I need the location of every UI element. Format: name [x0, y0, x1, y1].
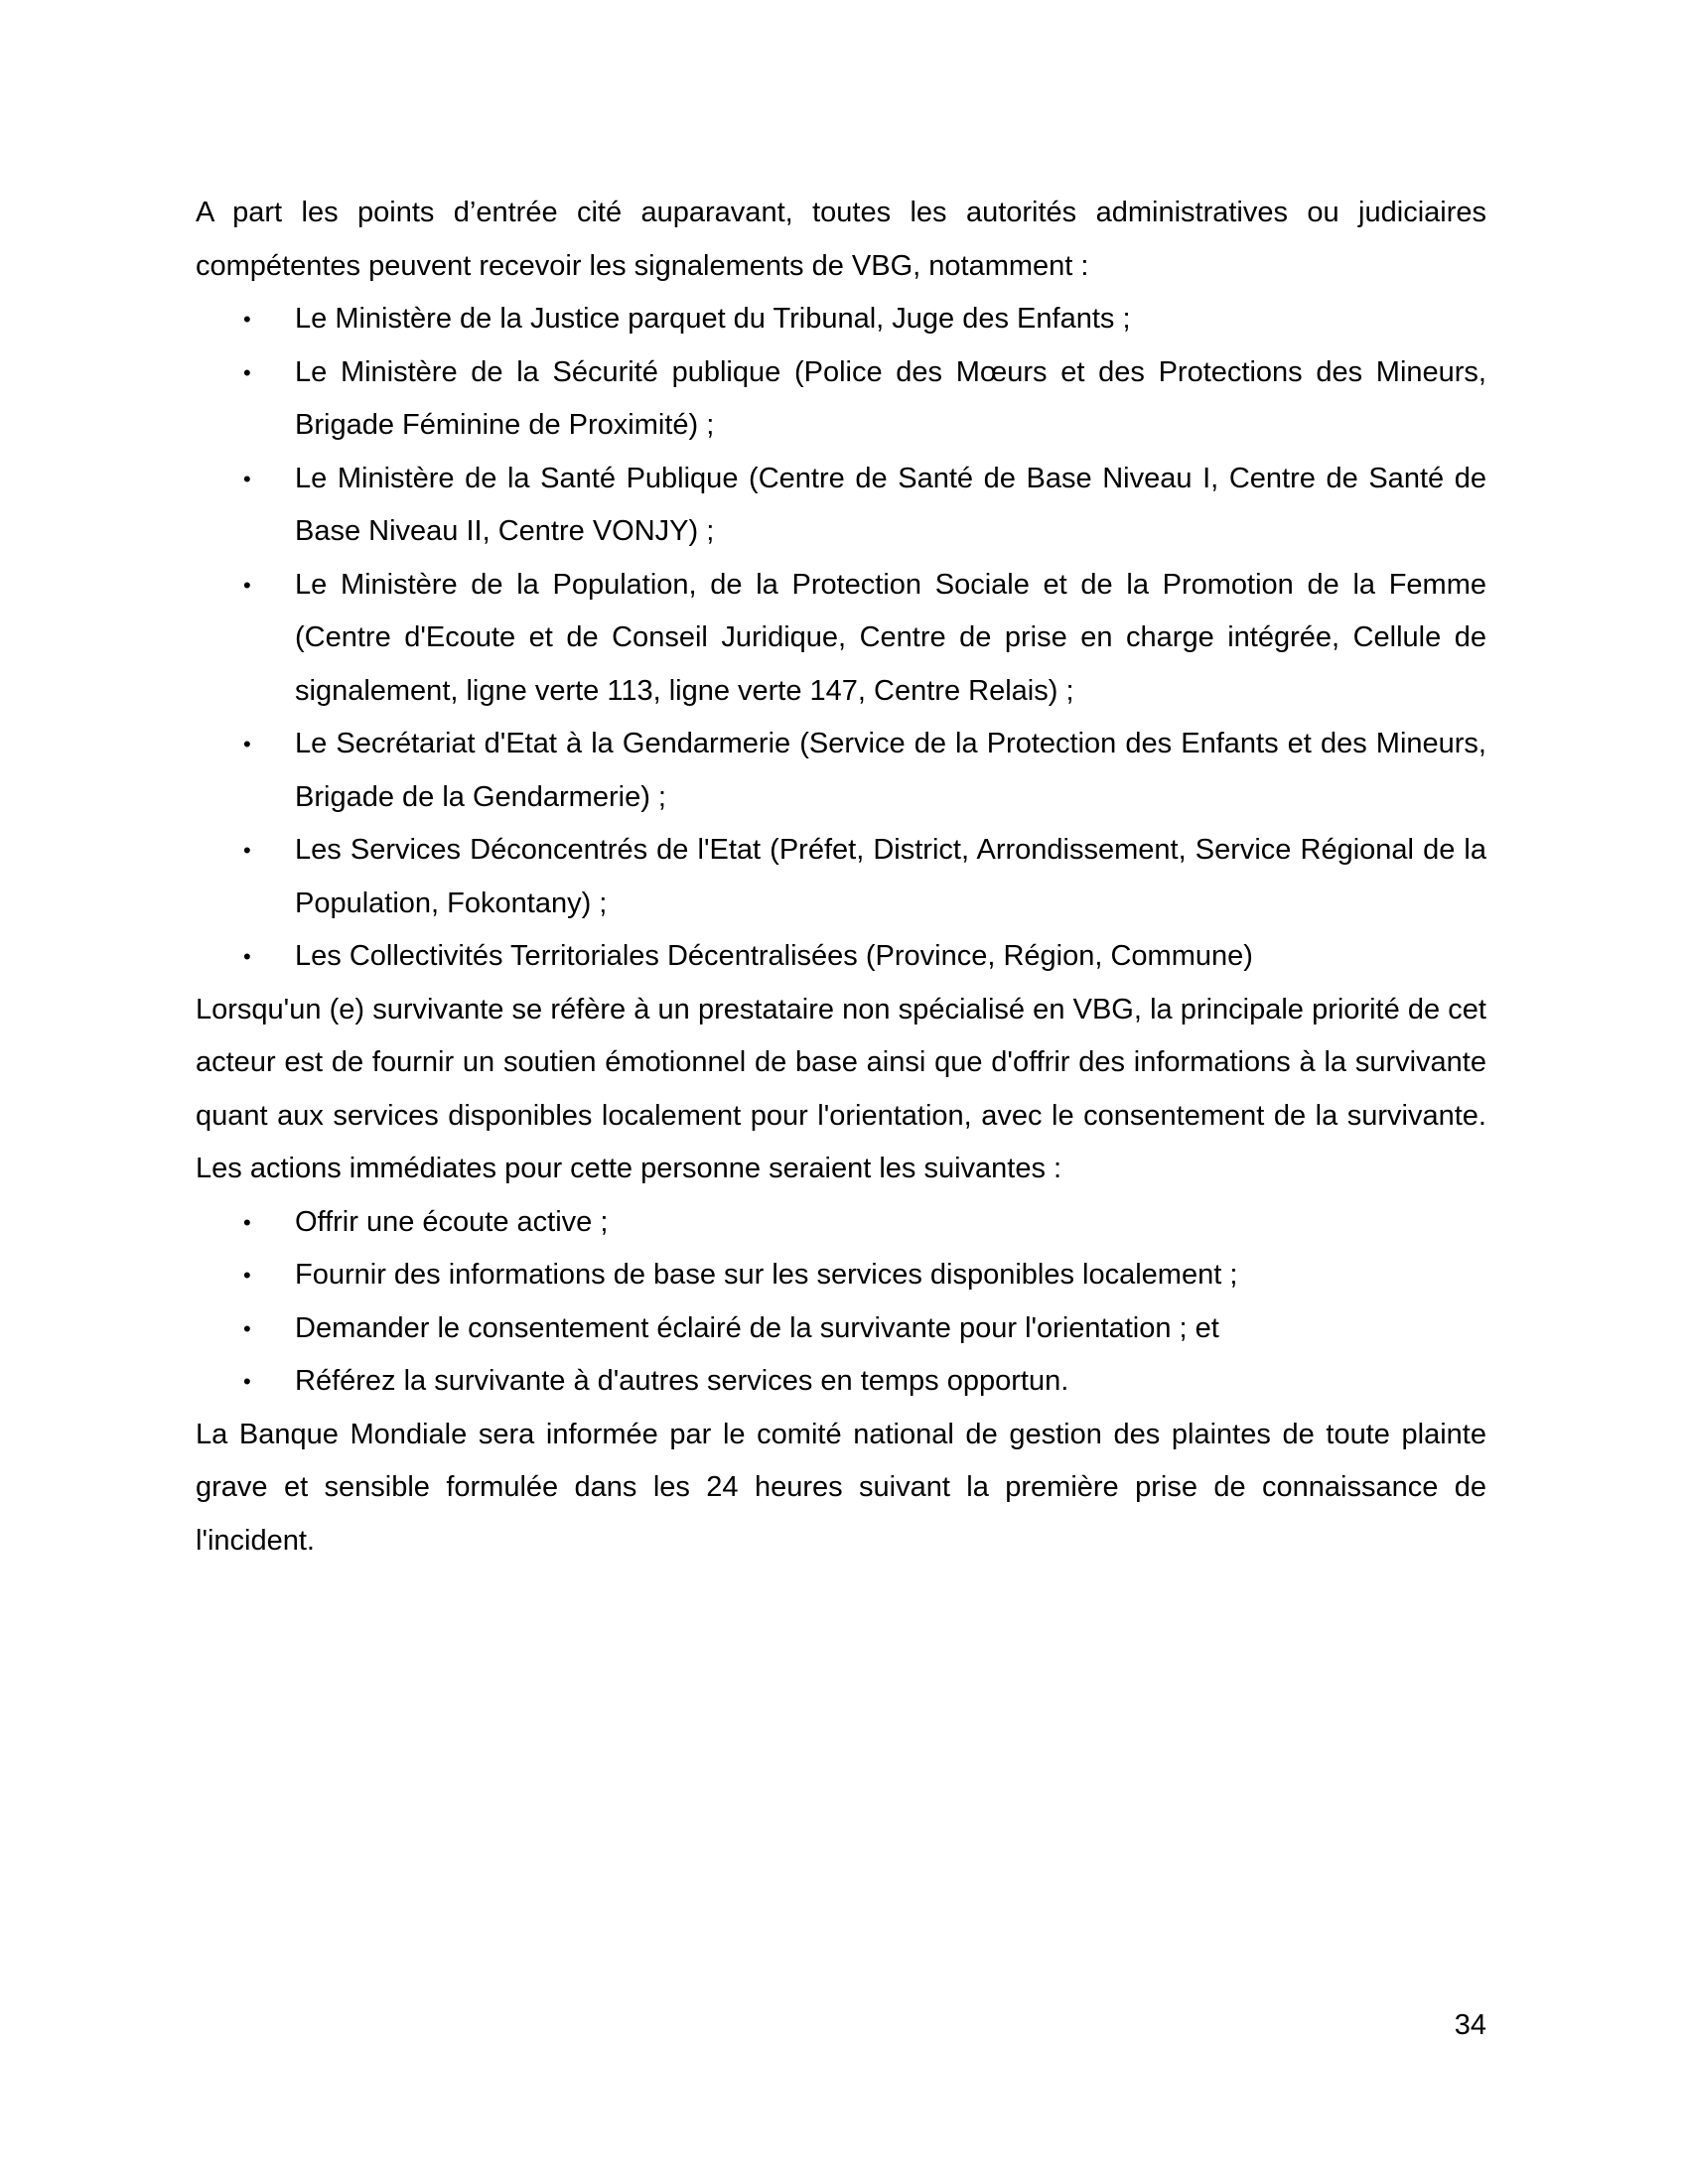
closing-paragraph: La Banque Mondiale sera informée par le comité national de gestion des plaintes de toute plainte grave et sensible formulée dans les 24 heures suivant la première prise de connaissance de l'incident.	[196, 1418, 1486, 1557]
intro-paragraph: A part les points d’entrée cité auparavant, toutes les autorités administratives ou judiciaires compétentes peuvent recevoir les signalements de VBG, notamment :	[196, 197, 1486, 282]
page-number: 34	[1454, 2009, 1486, 2041]
list-item: • Le Secrétariat d'Etat à la Gendarmerie (Service de la Protection des Enfants et des Mineurs, Brigade de la Gendarmerie) ;	[196, 718, 1486, 824]
authorities-list	[196, 293, 1486, 984]
list-item: • Les Services Déconcentrés de l'Etat (Préfet, District, Arrondissement, Service Régional de la Population, Fokontany) ;	[196, 824, 1486, 930]
actions-list	[196, 1196, 1486, 1409]
list-item: • Référez la survivante à d'autres services en temps opportun.	[196, 1355, 1486, 1409]
survivor-paragraph: Lorsqu'un (e) survivante se réfère à un prestataire non spécialisé en VBG, la principale priorité de cet acteur est de fournir un soutien émotionnel de base ainsi que d'offrir des informations à la survivante quant aux services disponibles localement pour l'orientation, avec le consentement de la survivante. Les actions immédiates pour cette personne seraient les suivantes :	[196, 993, 1486, 1184]
list-item: • Le Ministère de la Sécurité publique (Police des Mœurs et des Protections des Mineurs, Brigade Féminine de Proximité) ;	[196, 346, 1486, 453]
list-item: • Le Ministère de la Population, de la Protection Sociale et de la Promotion de la Femme (Centre d'Ecoute et de Conseil Juridique, Centre de prise en charge intégrée, Cellule de signalement, ligne verte 113, ligne verte 147, Centre Relais) ;	[196, 559, 1486, 719]
list-item: • Le Ministère de la Santé Publique (Centre de Santé de Base Niveau I, Centre de Santé de Base Niveau II, Centre VONJY) ;	[196, 453, 1486, 559]
list-item: • Fournir des informations de base sur les services disponibles localement ;	[196, 1249, 1486, 1302]
list-item: • Le Ministère de la Justice parquet du Tribunal, Juge des Enfants ;	[196, 293, 1486, 346]
list-item: • Offrir une écoute active ;	[196, 1196, 1486, 1250]
list-item: • Les Collectivités Territoriales Décentralisées (Province, Région, Commune)	[196, 930, 1486, 984]
page-body	[196, 187, 1486, 1568]
list-item: • Demander le consentement éclairé de la survivante pour l'orientation ; et	[196, 1302, 1486, 1356]
